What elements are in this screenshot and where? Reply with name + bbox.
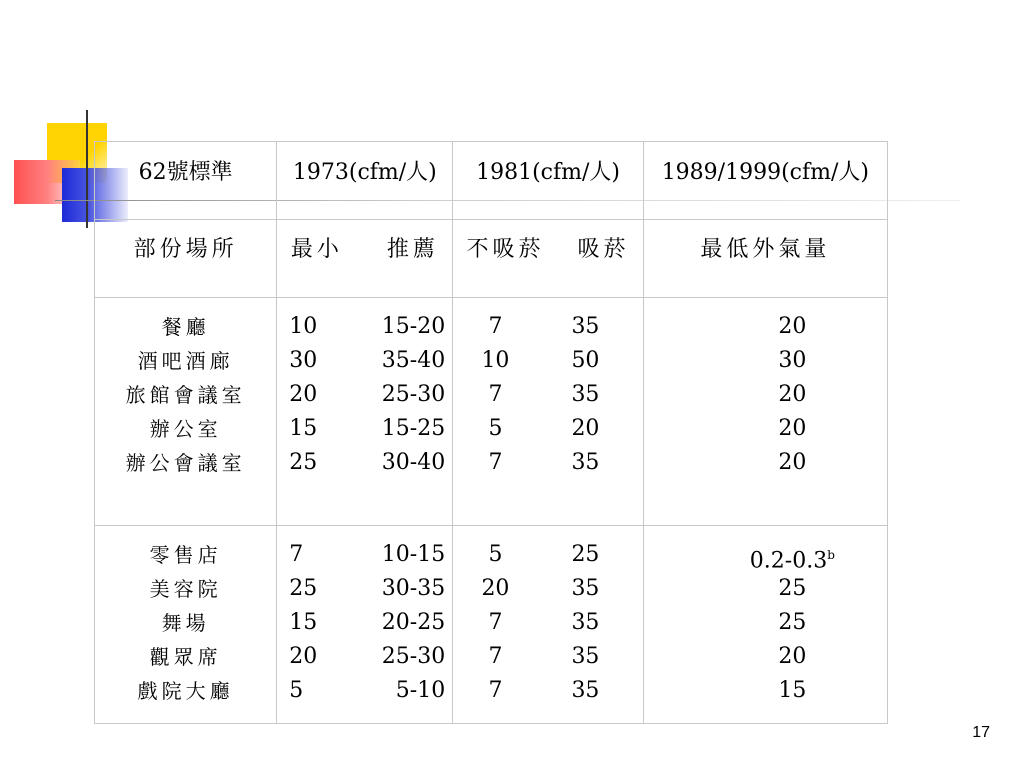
min-value: 25 — [289, 450, 318, 475]
value-row-1981 — [453, 412, 642, 446]
location-name: 零售店 — [149, 543, 222, 567]
smoking-value: 35 — [571, 450, 600, 475]
value-row-1981 — [453, 606, 642, 640]
value-row-1981 — [453, 538, 642, 572]
header-standard — [95, 142, 277, 220]
group1-1981 — [453, 298, 643, 526]
min-outdoor-air-number: 30 — [778, 348, 807, 373]
sub-1989 — [643, 220, 887, 298]
header-1989 — [643, 142, 887, 220]
location-name: 餐廳 — [161, 315, 210, 339]
nonsmoking-value: 5 — [488, 416, 503, 441]
location-name: 戲院大廳 — [137, 679, 234, 703]
value-row-1973 — [277, 640, 452, 674]
header-1989-label: 1989/1999(cfm/人) — [661, 160, 869, 185]
recommended-value: 25-30 — [381, 382, 446, 407]
smoking-value: 50 — [571, 348, 600, 373]
nonsmoking-value: 10 — [481, 348, 510, 373]
value-row-1973 — [277, 538, 452, 572]
nonsmoking-value: 20 — [481, 576, 510, 601]
recommended-value: 30-35 — [381, 576, 446, 601]
sub-location — [95, 220, 277, 298]
header-standard-label: 62號標準 — [138, 160, 233, 185]
recommended-value: 15-25 — [381, 416, 446, 441]
min-outdoor-air-value — [644, 538, 887, 572]
value-row-1973 — [277, 310, 452, 344]
value-row-1973 — [277, 446, 452, 480]
min-outdoor-air-value — [644, 640, 887, 674]
nonsmoking-value: 5 — [488, 542, 503, 567]
min-outdoor-air-number: 20 — [778, 450, 807, 475]
value-row-1981 — [453, 446, 642, 480]
location-name: 酒吧酒廊 — [137, 349, 234, 373]
group1-1989 — [643, 298, 887, 526]
min-outdoor-air-value — [644, 446, 887, 480]
min-value: 15 — [289, 610, 318, 635]
value-row-1973 — [277, 378, 452, 412]
min-outdoor-air-value — [644, 572, 887, 606]
smoking-value: 35 — [571, 576, 600, 601]
group2-1989 — [643, 526, 887, 724]
group1-1973 — [277, 298, 453, 526]
recommended-value: 30-40 — [381, 450, 446, 475]
sub-min-outdoor-air-label: 最低外氣量 — [700, 237, 831, 262]
nonsmoking-value: 7 — [488, 450, 503, 475]
recommended-value: 20-25 — [381, 610, 446, 635]
min-value: 5 — [289, 678, 304, 703]
sub-nonsmoking-label: 不吸菸 — [466, 237, 545, 262]
table-row-group2 — [95, 526, 888, 724]
value-row-1981 — [453, 378, 642, 412]
value-row-1973 — [277, 572, 452, 606]
location-name: 觀眾席 — [149, 645, 222, 669]
group2-1981 — [453, 526, 643, 724]
decor-vertical-line — [86, 110, 88, 228]
table-row-group1 — [95, 298, 888, 526]
smoking-value: 25 — [571, 542, 600, 567]
location-name: 舞場 — [161, 611, 210, 635]
min-outdoor-air-number: 25 — [778, 576, 807, 601]
value-row-1981 — [453, 310, 642, 344]
nonsmoking-value: 7 — [488, 314, 503, 339]
min-outdoor-air-number: 0.2-0.3 — [749, 548, 828, 574]
min-outdoor-air-number: 25 — [778, 610, 807, 635]
min-value: 15 — [289, 416, 318, 441]
recommended-value: 5-10 — [395, 678, 446, 703]
smoking-value: 35 — [571, 644, 600, 669]
min-value: 20 — [289, 644, 318, 669]
value-row-1981 — [453, 640, 642, 674]
table-header-row — [95, 142, 888, 220]
min-outdoor-air-number: 20 — [778, 314, 807, 339]
group2-1973 — [277, 526, 453, 724]
value-row-1973 — [277, 606, 452, 640]
min-outdoor-air-value — [644, 674, 887, 708]
header-1981 — [453, 142, 643, 220]
sub-1981 — [453, 220, 643, 298]
sub-smoking-label: 吸菸 — [577, 237, 630, 262]
nonsmoking-value: 7 — [488, 610, 503, 635]
header-1981-label: 1981(cfm/人) — [476, 160, 620, 185]
min-outdoor-air-number: 20 — [778, 416, 807, 441]
nonsmoking-value: 7 — [488, 644, 503, 669]
group2-names — [95, 526, 277, 724]
recommended-value: 10-15 — [381, 542, 446, 567]
min-outdoor-air-value — [644, 378, 887, 412]
min-value: 30 — [289, 348, 318, 373]
min-outdoor-air-value — [644, 310, 887, 344]
header-1973-label: 1973(cfm/人) — [292, 160, 437, 185]
min-value: 20 — [289, 382, 318, 407]
value-row-1981 — [453, 572, 642, 606]
location-name: 旅館會議室 — [125, 383, 246, 407]
recommended-value: 15-20 — [381, 314, 446, 339]
value-row-1973 — [277, 412, 452, 446]
header-1973 — [277, 142, 453, 220]
min-outdoor-air-number: 20 — [778, 382, 807, 407]
location-name: 辦公會議室 — [125, 451, 246, 475]
min-outdoor-air-number: 15 — [778, 678, 807, 703]
smoking-value: 20 — [571, 416, 600, 441]
ventilation-standards-table — [94, 141, 888, 724]
recommended-value: 35-40 — [381, 348, 446, 373]
value-row-1981 — [453, 344, 642, 378]
sub-1973 — [277, 220, 453, 298]
min-outdoor-air-number: 20 — [778, 644, 807, 669]
sub-min-label: 最小 — [290, 237, 343, 262]
smoking-value: 35 — [571, 610, 600, 635]
table-subheader-row — [95, 220, 888, 298]
min-outdoor-air-value — [644, 606, 887, 640]
min-value: 10 — [289, 314, 318, 339]
value-row-1973 — [277, 344, 452, 378]
sub-recommended-label: 推薦 — [386, 237, 439, 262]
min-value: 25 — [289, 576, 318, 601]
smoking-value: 35 — [571, 382, 600, 407]
min-value: 7 — [289, 542, 304, 567]
footnote-marker: b — [827, 548, 835, 562]
recommended-value: 25-30 — [381, 644, 446, 669]
location-name: 美容院 — [149, 577, 222, 601]
smoking-value: 35 — [571, 678, 600, 703]
min-outdoor-air-value — [644, 412, 887, 446]
nonsmoking-value: 7 — [488, 678, 503, 703]
min-outdoor-air-value — [644, 344, 887, 378]
smoking-value: 35 — [571, 314, 600, 339]
nonsmoking-value: 7 — [488, 382, 503, 407]
value-row-1973 — [277, 674, 452, 708]
value-row-1981 — [453, 674, 642, 708]
page-number: 17 — [972, 724, 990, 741]
location-name: 辦公室 — [149, 417, 222, 441]
group1-names — [95, 298, 277, 526]
sub-location-label: 部份場所 — [133, 237, 238, 262]
